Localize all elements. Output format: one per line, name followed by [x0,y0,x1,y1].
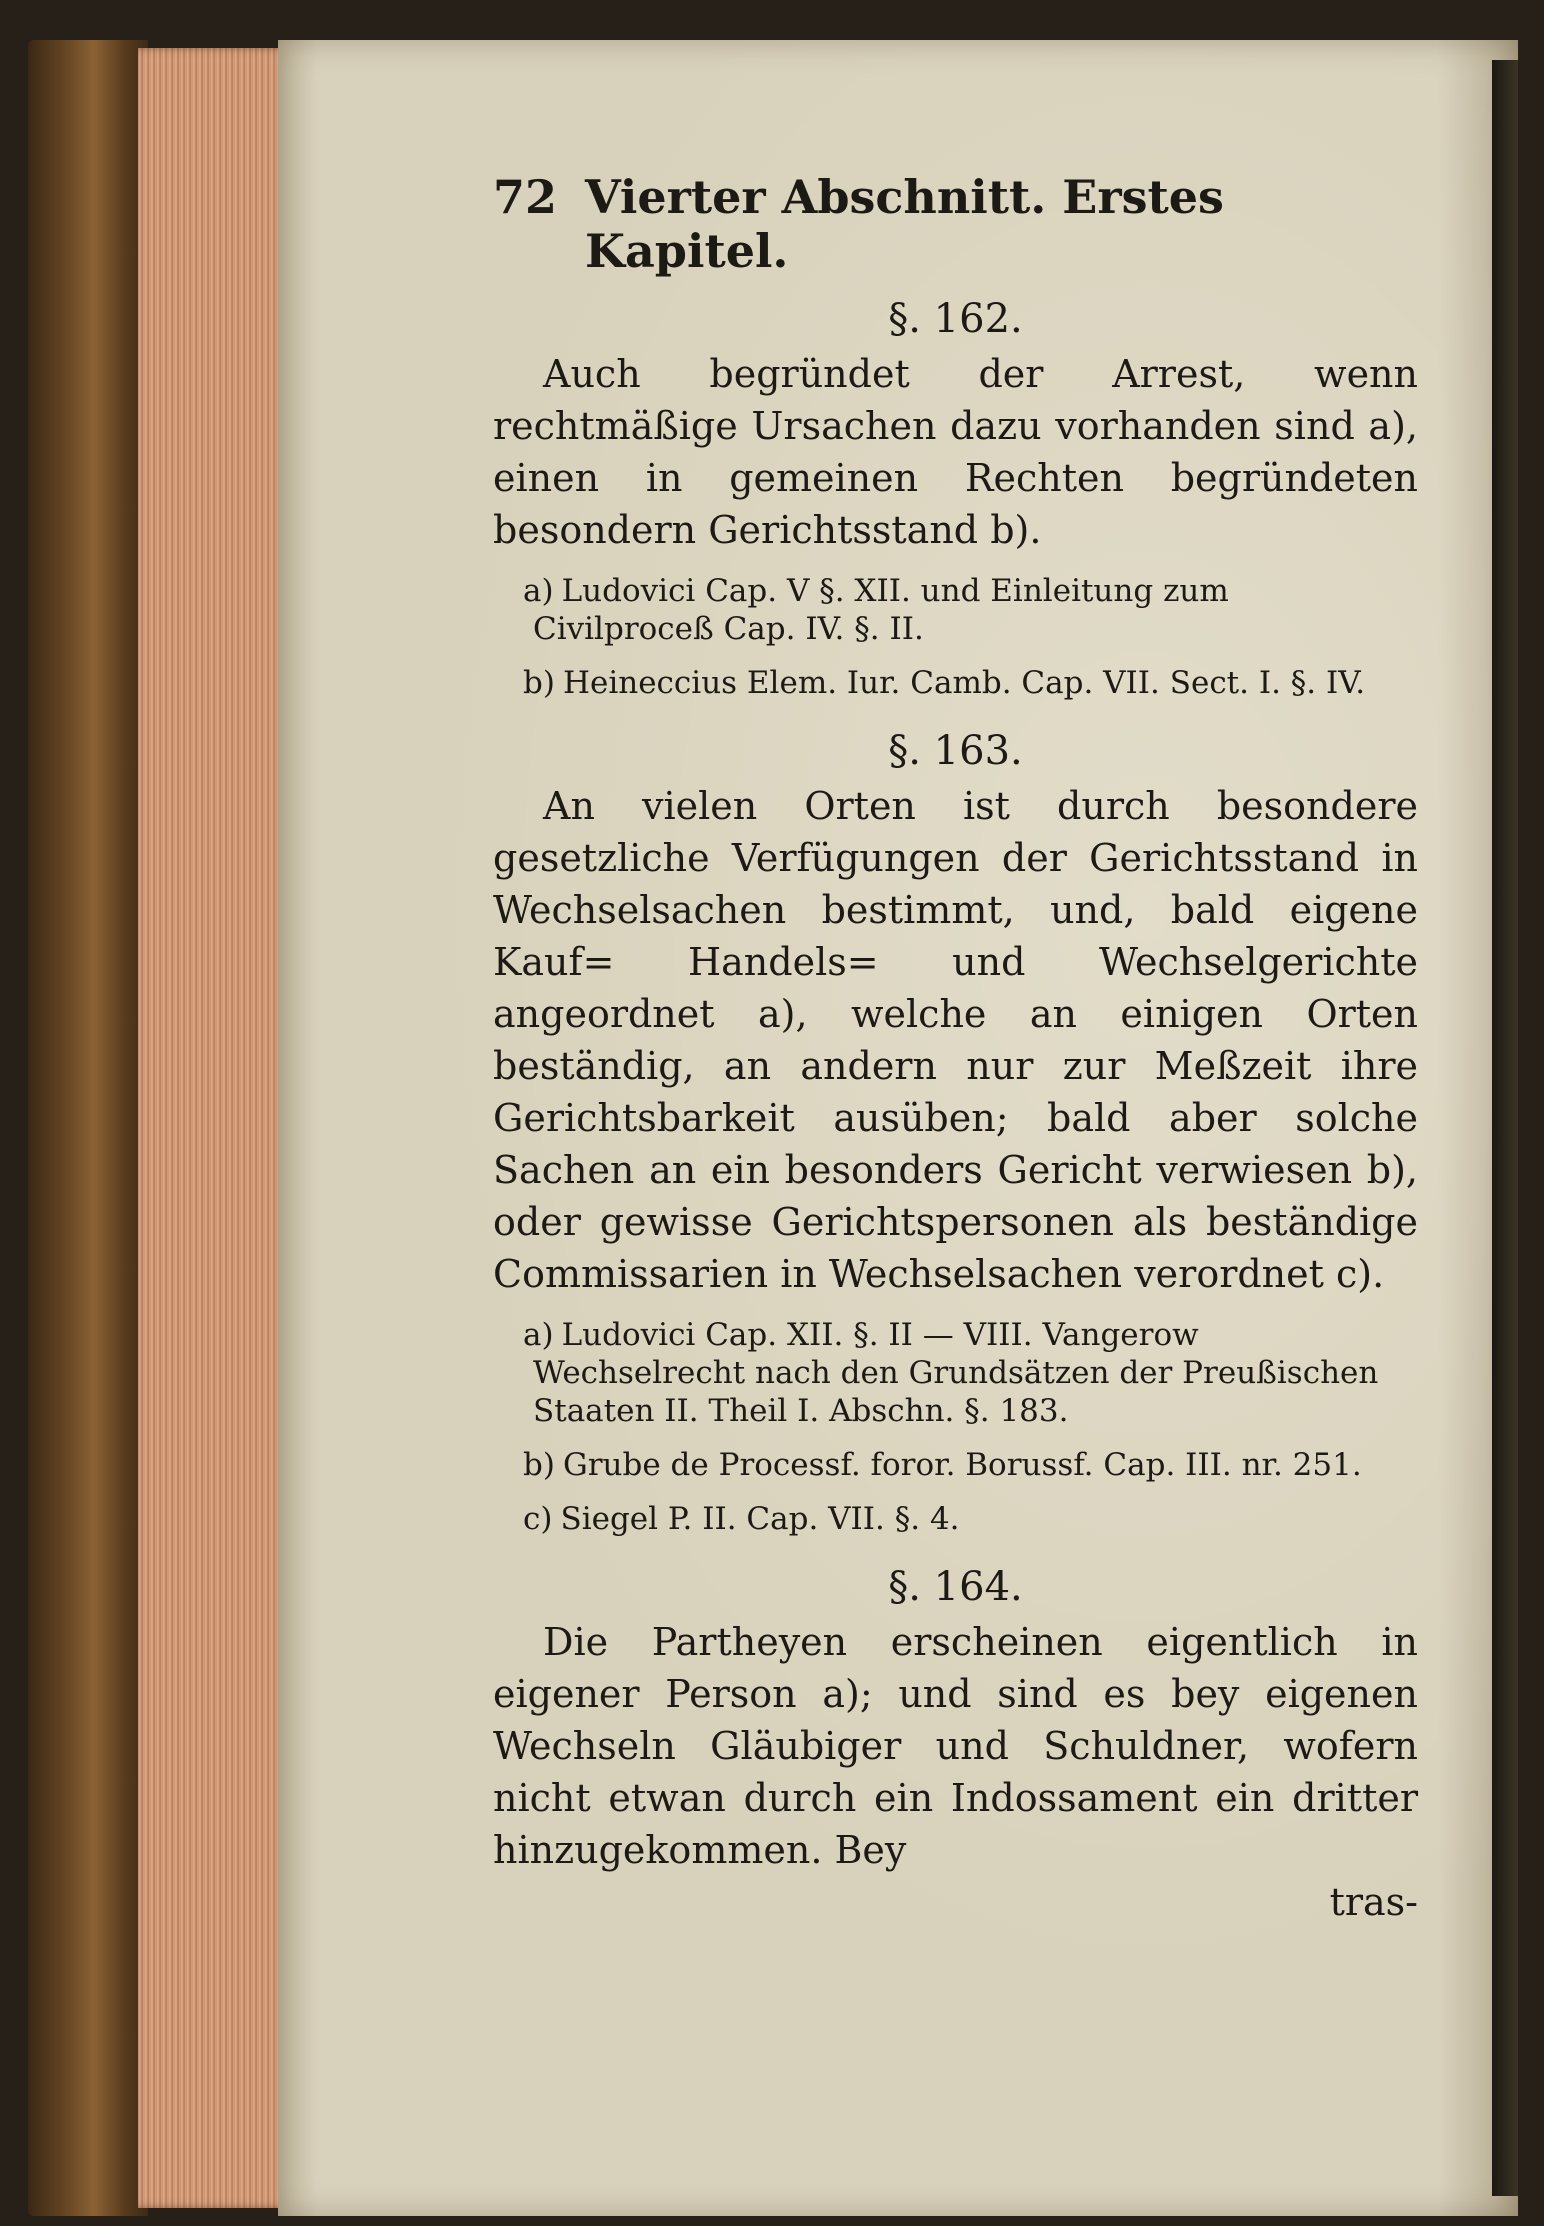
catchword: tras- [1329,1880,1418,1924]
footnote [493,572,1418,648]
book-page [278,40,1518,2216]
section-mark: §. 163. [888,728,1023,774]
section-text: Auch begründet der Arrest, wenn rechtmäßige Ursachen dazu vorhanden sind a), einen in gemeinen Rechten begründeten besondern Gerichtsstand b). [493,352,1418,552]
footnote-label: a) [523,573,554,609]
footnote-label: b) [523,665,555,701]
footnote [493,1446,1418,1484]
page-number: 72 [493,170,558,224]
section-text: Die Partheyen erscheinen eigentlich in eigener Person a); und sind es bey eigenen Wechseln Gläubiger und Schuldner, wofern nicht etwan durch ein Indossament ein dritter hinzugekommen. Bey [493,1620,1418,1872]
footnote-label: b) [523,1447,555,1483]
page-text [493,170,1418,1928]
facing-page-edge [1492,60,1518,2196]
section-text: An vielen Orten ist durch besondere gesetzliche Verfügungen der Gerichtsstand in Wechselsachen bestimmt, und, bald eigene Kauf= Handels= und Wechselgerichte angeordnet a), welche an einigen Orten beständig, an andern nur zur Meßzeit ihre Gerichtsbarkeit ausüben; bald aber solche Sachen an ein besonders Gericht verwiesen b), oder gewisse Gerichtspersonen als beständige Commissarien in Wechselsachen verordnet c). [493,784,1418,1296]
running-title: Vierter Abschnitt. Erstes Kapitel. [585,170,1224,278]
book-cover-leather [28,40,148,2216]
footnote [493,1500,1418,1538]
section-mark: §. 162. [888,296,1023,342]
page-edges [138,48,288,2208]
footnote-text: Heineccius Elem. Iur. Camb. Cap. VII. Sect. I. §. IV. [562,665,1366,701]
book [28,40,1518,2216]
footnote-text: Ludovici Cap. V §. XII. und Einleitung zum Civilproceß Cap. IV. §. II. [533,573,1229,647]
footnote [493,664,1418,702]
footnote-label: c) [523,1501,553,1537]
footnote-text: Siegel P. II. Cap. VII. §. 4. [560,1501,960,1537]
footnote-text: Ludovici Cap. XII. §. II — VIII. Vangerow Wechselrecht nach den Grundsätzen der Preußischen Staaten II. Theil I. Abschn. §. 183. [533,1317,1379,1429]
running-header [493,170,1418,278]
section-mark: §. 164. [888,1564,1023,1610]
footnote-label: a) [523,1317,554,1353]
footnote [493,1316,1418,1430]
footnote-text: Grube de Processf. foror. Borussf. Cap. III. nr. 251. [562,1447,1362,1483]
